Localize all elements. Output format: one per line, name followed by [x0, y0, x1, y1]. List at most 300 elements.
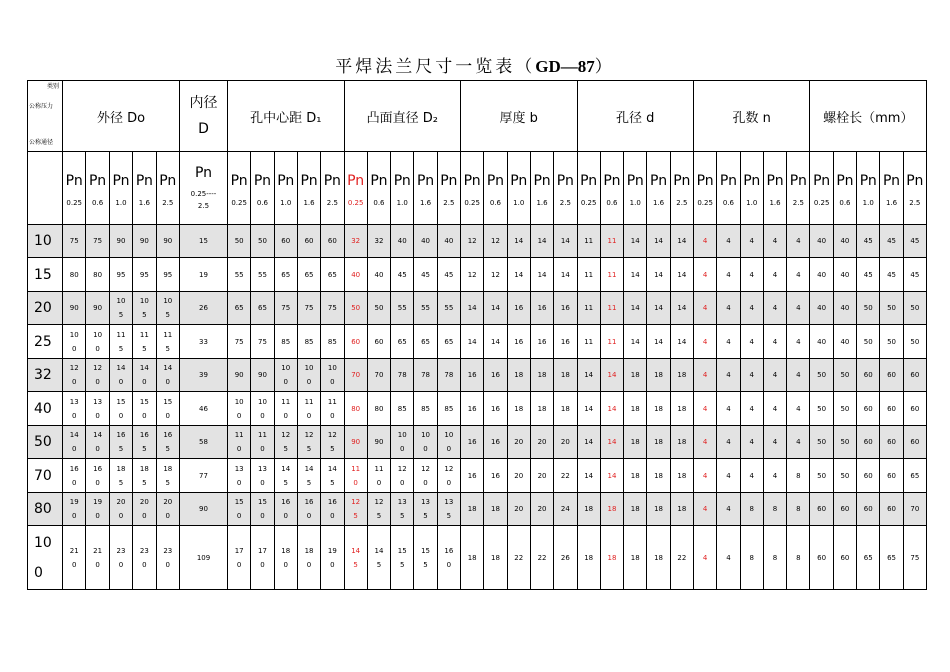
table-row: [28, 392, 927, 426]
pn-header-cell: [880, 152, 903, 225]
bolt-length-cell: 50: [833, 392, 856, 426]
bolt-circle-cell: 75: [321, 292, 344, 325]
pressure-value: 1.0: [280, 199, 292, 207]
bolt-circle-cell: 65: [274, 258, 297, 292]
pressure-value: 1.0: [513, 199, 525, 207]
pressure-value: 2.5: [909, 199, 921, 207]
table-row: [28, 359, 927, 392]
raised-face-cell: 40: [391, 225, 414, 258]
raised-face-cell: 45: [414, 258, 437, 292]
hole-count-cell: 4: [787, 392, 810, 426]
thickness-cell: 14: [530, 225, 553, 258]
outer-diameter-cell: 13 0: [86, 392, 109, 426]
pn-label: Pn: [510, 173, 528, 189]
bolt-circle-cell: 60: [297, 225, 320, 258]
hole-diameter-cell: 14: [647, 225, 670, 258]
hole-diameter-cell: 11: [600, 292, 623, 325]
bolt-length-cell: 45: [857, 225, 880, 258]
nominal-diameter-cell: 25: [28, 325, 63, 359]
nominal-diameter-part: 0: [34, 564, 43, 581]
raised-face-cell: 15 5: [414, 526, 437, 590]
thickness-cell: 14: [484, 292, 507, 325]
thickness-cell: 18: [461, 493, 484, 526]
pressure-value: 0.25: [697, 199, 713, 207]
bolt-circle-cell: 17 0: [251, 526, 274, 590]
thickness-cell: 14: [554, 258, 577, 292]
table-row: [28, 225, 927, 258]
outer-diameter-cell: 15 0: [156, 392, 179, 426]
raised-face-cell: 12 0: [437, 459, 460, 493]
outer-diameter-cell: 95: [133, 258, 156, 292]
hole-diameter-cell: 18: [624, 359, 647, 392]
nominal-diameter-cell: 15: [28, 258, 63, 292]
outer-diameter-cell: 90: [63, 292, 86, 325]
thickness-cell: 18: [554, 359, 577, 392]
pn-label: Pn: [65, 173, 83, 189]
raised-face-cell: 15 5: [391, 526, 414, 590]
bolt-length-cell: 40: [833, 325, 856, 359]
thickness-cell: 20: [507, 493, 530, 526]
raised-face-cell: 10 0: [437, 426, 460, 459]
pressure-value: 1.6: [419, 199, 432, 207]
bolt-length-cell: 60: [833, 493, 856, 526]
pn-label: Pn: [673, 173, 691, 189]
hole-count-cell: 4: [763, 459, 786, 493]
pressure-value: 1.6: [769, 199, 781, 207]
pn-header-cell: [577, 152, 600, 225]
hole-count-cell: 4: [717, 225, 740, 258]
outer-diameter-cell: 19 0: [63, 493, 86, 526]
thickness-cell: 20: [507, 426, 530, 459]
outer-diameter-cell: 10 5: [133, 292, 156, 325]
pn-label: Pn: [347, 173, 365, 189]
pressure-value: 0.25: [66, 199, 82, 207]
bolt-circle-cell: 10 0: [274, 359, 297, 392]
hole-count-cell: 4: [740, 359, 763, 392]
pn-label: Pn: [859, 173, 877, 189]
raised-face-cell: 65: [414, 325, 437, 359]
outer-diameter-cell: 11 5: [156, 325, 179, 359]
bolt-length-cell: 40: [833, 225, 856, 258]
thickness-cell: 14: [507, 258, 530, 292]
bolt-length-cell: 40: [833, 258, 856, 292]
hole-diameter-cell: 11: [577, 225, 600, 258]
pn-header-cell: [133, 152, 156, 225]
bolt-circle-cell: 16 0: [274, 493, 297, 526]
hole-diameter-cell: 14: [670, 225, 693, 258]
hole-diameter-cell: 18: [624, 426, 647, 459]
pressure-value: 1.0: [746, 199, 758, 207]
thickness-cell: 14: [484, 325, 507, 359]
hole-count-header: 孔数 n: [694, 81, 810, 152]
pn-header-cell: [63, 152, 86, 225]
outer-diameter-cell: 21 0: [63, 526, 86, 590]
pn-label: Pn: [323, 173, 341, 189]
raised-face-cell: 10 0: [391, 426, 414, 459]
raised-face-cell: 10 0: [414, 426, 437, 459]
inner-diameter-cell: 90: [180, 493, 228, 526]
outer-diameter-cell: 20 0: [133, 493, 156, 526]
bolt-circle-cell: 16 0: [321, 493, 344, 526]
bolt-length-cell: 45: [880, 258, 903, 292]
nominal-diameter-cell: 70: [28, 459, 63, 493]
pressure-value: 0.25: [813, 199, 830, 207]
bolt-length-cell: 60: [880, 359, 903, 392]
bolt-circle-cell: 85: [321, 325, 344, 359]
bolt-length-cell: 60: [857, 493, 880, 526]
pn-header-cell: [810, 152, 833, 225]
bolt-length-cell: 50: [880, 292, 903, 325]
hole-count-cell: 4: [694, 459, 717, 493]
raised-face-cell: 55: [414, 292, 437, 325]
outer-diameter-cell: 15 0: [133, 392, 156, 426]
hole-count-cell: 4: [740, 225, 763, 258]
pn-label: Pn: [906, 173, 924, 189]
hole-diameter-cell: 14: [577, 459, 600, 493]
bolt-length-cell: 60: [833, 526, 856, 590]
thickness-cell: 14: [461, 325, 484, 359]
pn-label: Pn: [194, 165, 213, 181]
bolt-circle-cell: 65: [297, 258, 320, 292]
hole-diameter-cell: 18: [600, 493, 623, 526]
bolt-length-cell: 50: [857, 292, 880, 325]
outer-diameter-cell: 19 0: [86, 493, 109, 526]
outer-diameter-cell: 12 0: [63, 359, 86, 392]
outer-diameter-cell: 18 5: [156, 459, 179, 493]
thickness-cell: 12: [484, 258, 507, 292]
hole-count-cell: 4: [717, 459, 740, 493]
hole-count-cell: 4: [787, 258, 810, 292]
pn-header-cell: [600, 152, 623, 225]
bolt-length-cell: 60: [880, 459, 903, 493]
bolt-length-cell: 50: [810, 392, 833, 426]
raised-face-cell: 12 5: [344, 493, 367, 526]
bolt-length-cell: 50: [833, 359, 856, 392]
thickness-header: 厚度 b: [461, 81, 578, 152]
pn-label: Pn: [486, 173, 504, 189]
bolt-length-cell: 50: [833, 426, 856, 459]
hole-diameter-cell: 14: [670, 292, 693, 325]
bolt-circle-cell: 50: [228, 225, 251, 258]
pn-header-cell: [367, 152, 390, 225]
pn-header-cell: [624, 152, 647, 225]
page-title: 平焊法兰尺寸一览表（GD—87）: [335, 57, 615, 77]
outer-diameter-cell: 80: [86, 258, 109, 292]
outer-diameter-cell: 90: [156, 225, 179, 258]
pn-label: Pn: [393, 173, 411, 189]
outer-diameter-cell: 16 5: [156, 426, 179, 459]
hole-diameter-cell: 14: [624, 325, 647, 359]
pn-header-cell: [228, 152, 251, 225]
outer-diameter-cell: 12 0: [86, 359, 109, 392]
raised-face-cell: 32: [367, 225, 390, 258]
outer-diameter-cell: 75: [86, 225, 109, 258]
raised-face-cell: 55: [437, 292, 460, 325]
pressure-value: 1.0: [629, 199, 641, 207]
inner-diameter-cell: 26: [180, 292, 228, 325]
bolt-circle-cell: 15 0: [228, 493, 251, 526]
raised-face-cell: 60: [344, 325, 367, 359]
pn-label: Pn: [556, 173, 574, 189]
bolt-circle-cell: 55: [228, 258, 251, 292]
raised-face-cell: 12 0: [391, 459, 414, 493]
hole-diameter-cell: 18: [647, 459, 670, 493]
bolt-length-cell: 60: [810, 493, 833, 526]
thickness-cell: 18: [554, 392, 577, 426]
bolt-length-cell: 40: [810, 225, 833, 258]
hole-count-cell: 4: [763, 359, 786, 392]
pn-label: Pn: [112, 173, 130, 189]
pn-header-cell: [670, 152, 693, 225]
pressure-label: 公称压力: [29, 103, 54, 110]
outer-diameter-cell: 13 0: [63, 392, 86, 426]
outer-diameter-cell: 18 5: [109, 459, 132, 493]
bolt-circle-cell: 14 5: [274, 459, 297, 493]
bolt-length-cell: 60: [903, 392, 926, 426]
hole-count-cell: 4: [740, 392, 763, 426]
pressure-value: 1.6: [652, 199, 665, 207]
raised-face-cell: 78: [437, 359, 460, 392]
bolt-circle-cell: 85: [274, 325, 297, 359]
raised-face-cell: 78: [414, 359, 437, 392]
pn-header-cell: [484, 152, 507, 225]
bolt-length-cell: 65: [857, 526, 880, 590]
hole-diameter-cell: 11: [577, 292, 600, 325]
pn-header-cell: [554, 152, 577, 225]
raised-face-cell: 85: [391, 392, 414, 426]
bolt-circle-cell: 90: [251, 359, 274, 392]
raised-face-cell: 45: [437, 258, 460, 292]
pn-header-cell: [86, 152, 109, 225]
thickness-cell: 18: [530, 359, 553, 392]
pn-header-cell: [903, 152, 926, 225]
pn-label: Pn: [789, 173, 807, 189]
bolt-length-cell: 40: [810, 325, 833, 359]
hole-diameter-cell: 14: [647, 325, 670, 359]
bolt-length-cell: 50: [903, 325, 926, 359]
thickness-cell: 16: [461, 426, 484, 459]
hole-count-cell: 4: [694, 426, 717, 459]
bolt-length-cell: 60: [903, 359, 926, 392]
hole-count-cell: 8: [763, 493, 786, 526]
bolt-circle-cell: 11 0: [321, 392, 344, 426]
thickness-cell: 12: [461, 258, 484, 292]
outer-diameter-cell: 20 0: [156, 493, 179, 526]
hole-diameter-cell: 11: [600, 225, 623, 258]
outer-diameter-cell: 90: [86, 292, 109, 325]
thickness-cell: 26: [554, 526, 577, 590]
bolt-circle-cell: 65: [228, 292, 251, 325]
nominal-diameter-cell: 80: [28, 493, 63, 526]
thickness-cell: 12: [484, 225, 507, 258]
pn-label: Pn: [533, 173, 551, 189]
outer-diameter-cell: 23 0: [109, 526, 132, 590]
hole-count-cell: 8: [740, 526, 763, 590]
hole-count-cell: 8: [763, 526, 786, 590]
bolt-circle-cell: 50: [251, 225, 274, 258]
pn-header-cell: [647, 152, 670, 225]
hole-count-cell: 8: [787, 526, 810, 590]
nominal-diameter-cell: 50: [28, 426, 63, 459]
outer-diameter-cell: 18 5: [133, 459, 156, 493]
hole-diameter-cell: 18: [670, 392, 693, 426]
thickness-cell: 18: [507, 359, 530, 392]
hole-diameter-cell: 18: [624, 459, 647, 493]
hole-count-cell: 4: [717, 292, 740, 325]
thickness-cell: 16: [484, 392, 507, 426]
outer-diameter-cell: 16 5: [133, 426, 156, 459]
thickness-cell: 14: [461, 292, 484, 325]
bolt-circle-cell: 16 0: [297, 493, 320, 526]
thickness-cell: 24: [554, 493, 577, 526]
bolt-length-cell: 45: [903, 258, 926, 292]
pn-header-cell: [297, 152, 320, 225]
hole-count-cell: 4: [787, 292, 810, 325]
pressure-value: 2.5: [559, 199, 571, 207]
hole-count-cell: 8: [740, 493, 763, 526]
outer-diameter-cell: 14 0: [109, 359, 132, 392]
nominal-diameter-cell: 32: [28, 359, 63, 392]
pn-header-cell: [414, 152, 437, 225]
pressure-value: 1.0: [115, 199, 127, 207]
hole-count-cell: 8: [787, 493, 810, 526]
bolt-circle-cell: 19 0: [321, 526, 344, 590]
hole-count-cell: 8: [787, 459, 810, 493]
hole-diameter-header: 孔径 d: [577, 81, 694, 152]
pn-header-cell: [391, 152, 414, 225]
hole-count-cell: 4: [763, 225, 786, 258]
hole-count-cell: 4: [787, 426, 810, 459]
bolt-circle-cell: 75: [297, 292, 320, 325]
bolt-length-cell: 60: [857, 392, 880, 426]
pressure-value: 1.6: [303, 199, 315, 207]
bolt-circle-cell: 18 0: [297, 526, 320, 590]
outer-diameter-cell: 16 0: [63, 459, 86, 493]
bolt-length-cell: 45: [857, 258, 880, 292]
nominal-diameter-cell: 20: [28, 292, 63, 325]
outer-diameter-cell: 10 5: [109, 292, 132, 325]
bolt-circle-cell: 12 5: [297, 426, 320, 459]
hole-count-cell: 4: [717, 392, 740, 426]
thickness-cell: 20: [530, 426, 553, 459]
thickness-cell: 14: [530, 258, 553, 292]
raised-face-cell: 65: [391, 325, 414, 359]
outer-diameter-cell: 11 5: [109, 325, 132, 359]
outer-diameter-cell: 15 0: [109, 392, 132, 426]
bolt-circle-cell: 17 0: [228, 526, 251, 590]
bolt-length-cell: 45: [880, 225, 903, 258]
pn-label: Pn: [159, 173, 177, 189]
nominal-diameter-cell: 40: [28, 392, 63, 426]
pn-label: Pn: [463, 173, 481, 189]
inner-diameter-header: 内径 D: [180, 81, 228, 152]
bolt-length-cell: 70: [903, 493, 926, 526]
bolt-length-cell: 60: [857, 426, 880, 459]
hole-diameter-cell: 14: [600, 392, 623, 426]
thickness-cell: 18: [484, 493, 507, 526]
hole-count-cell: 4: [694, 359, 717, 392]
hole-diameter-cell: 18: [624, 392, 647, 426]
bolt-circle-cell: 60: [274, 225, 297, 258]
hole-diameter-cell: 18: [670, 493, 693, 526]
thickness-cell: 16: [507, 292, 530, 325]
hole-diameter-cell: 18: [647, 426, 670, 459]
bolt-length-cell: 50: [880, 325, 903, 359]
hole-count-cell: 4: [787, 359, 810, 392]
hole-count-cell: 4: [763, 325, 786, 359]
bolt-length-cell: 50: [833, 459, 856, 493]
pressure-value: 1.6: [536, 199, 548, 207]
hole-diameter-cell: 18: [577, 493, 600, 526]
raised-face-cell: 13 5: [414, 493, 437, 526]
outer-diameter-cell: 21 0: [86, 526, 109, 590]
bolt-circle-cell: 11 0: [274, 392, 297, 426]
bolt-circle-cell: 14 5: [321, 459, 344, 493]
pressure-value: 2.5: [326, 199, 338, 207]
flange-dimension-table: [27, 80, 927, 590]
pressure-value: 0.25: [231, 199, 247, 207]
hole-diameter-cell: 18: [670, 459, 693, 493]
hole-count-cell: 4: [717, 359, 740, 392]
pn-label: Pn: [580, 173, 598, 189]
bolt-circle-cell: 10 0: [297, 359, 320, 392]
hole-diameter-cell: 18: [624, 493, 647, 526]
pn-label: Pn: [743, 173, 761, 189]
thickness-cell: 22: [554, 459, 577, 493]
pn-header-cell: [763, 152, 786, 225]
hole-diameter-cell: 18: [647, 493, 670, 526]
hole-count-cell: 4: [694, 258, 717, 292]
pn-header-cell: [156, 152, 179, 225]
pressure-value: 0.6: [489, 199, 502, 207]
hole-count-cell: 4: [717, 526, 740, 590]
category-label: 类别: [46, 83, 59, 90]
pn-header-cell: [530, 152, 553, 225]
outer-diameter-cell: 90: [109, 225, 132, 258]
pn-label: Pn: [277, 173, 295, 189]
bolt-length-cell: 40: [810, 292, 833, 325]
thickness-cell: 14: [554, 225, 577, 258]
bolt-circle-cell: 11 0: [251, 426, 274, 459]
pn-label: Pn: [882, 173, 901, 189]
hole-diameter-cell: 18: [670, 426, 693, 459]
pn-label: Pn: [603, 173, 621, 189]
bolt-circle-cell: 12 5: [274, 426, 297, 459]
hole-count-cell: 4: [717, 258, 740, 292]
raised-face-cell: 50: [367, 292, 390, 325]
raised-face-cell: 85: [414, 392, 437, 426]
hole-diameter-cell: 14: [624, 225, 647, 258]
bolt-length-cell: 50: [810, 426, 833, 459]
bolt-circle-cell: 11 0: [297, 392, 320, 426]
bolt-circle-cell: 90: [228, 359, 251, 392]
bolt-length-cell: 50: [810, 359, 833, 392]
hole-diameter-cell: 18: [577, 526, 600, 590]
thickness-cell: 16: [484, 359, 507, 392]
inner-diameter-cell: 46: [180, 392, 228, 426]
hole-count-cell: 4: [787, 325, 810, 359]
hole-count-cell: 4: [740, 292, 763, 325]
outer-diameter-cell: 10 5: [156, 292, 179, 325]
outer-diameter-cell: 95: [156, 258, 179, 292]
hole-count-cell: 4: [717, 325, 740, 359]
bolt-length-cell: 60: [857, 459, 880, 493]
bolt-length-cell: 65: [880, 526, 903, 590]
inner-diameter-cell: 39: [180, 359, 228, 392]
corner-header-cell: [28, 81, 63, 152]
hole-diameter-cell: 14: [577, 359, 600, 392]
hole-diameter-cell: 18: [670, 359, 693, 392]
